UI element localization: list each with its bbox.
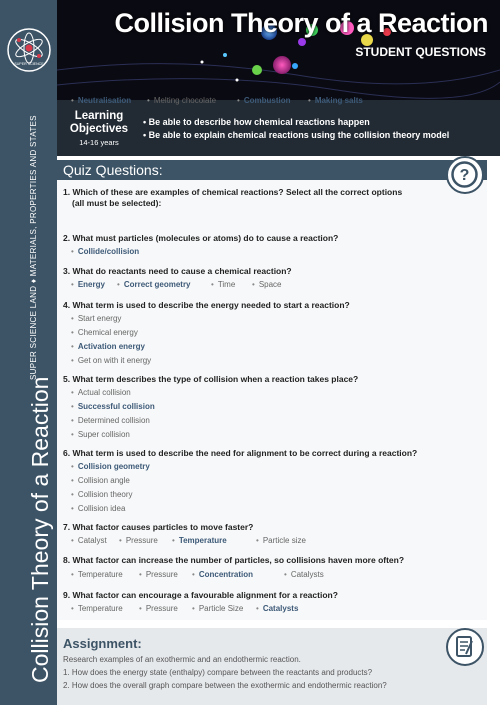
correct-answer: • Successful collision (71, 402, 155, 411)
question-text (63, 374, 358, 385)
answer-option: • Particle size (256, 536, 306, 545)
correct-answer: • Collision geometry (71, 462, 150, 471)
assignment-line: Research examples of an exothermic and an endothermic reaction. (63, 655, 301, 664)
assignment-line: 2. How does the overall graph compare between the exothermic and endothermic reaction? (63, 681, 387, 690)
question-mark-icon (446, 156, 484, 194)
quiz-heading: Quiz Questions: (63, 162, 163, 178)
answer-option: • Actual collision (71, 388, 131, 397)
question-text (63, 266, 292, 277)
answer-option: • Collision angle (71, 476, 130, 485)
correct-answer: • Making salts (308, 96, 363, 105)
sidebar-title: Collision Theory of a Reaction (27, 376, 53, 683)
age-range: 14-16 years (79, 138, 119, 147)
quiz-heading-bar (57, 160, 487, 180)
correct-answer: • Combustion (237, 96, 290, 105)
series-label: SUPER SCIENCE LAND ♦ MATERIALS, PROPERTIES AND STATES (29, 115, 38, 380)
question-text (63, 522, 253, 533)
question-line: 7. What factor causes particles to move faster? (63, 522, 254, 532)
question-text (63, 555, 404, 566)
question-text (63, 590, 338, 601)
answer-option: • Melting chocolate (147, 96, 216, 105)
question-line: 4. What term is used to describe the energy needed to start a reaction? (63, 300, 350, 310)
question-line: 8. What factor can increase the number of particles, so collisions haven more often? (63, 555, 405, 565)
objectives-label: Learning Objectives (69, 110, 129, 135)
answer-option: • Collision theory (71, 490, 133, 499)
notepad-icon (446, 628, 484, 666)
sidebar (0, 0, 57, 705)
answer-option: • Super collision (71, 430, 130, 439)
quiz-panel (57, 180, 487, 620)
objective-item: • Be able to explain chemical reactions using the collision theory model (143, 130, 450, 140)
objectives-label-block (69, 110, 129, 147)
answer-option: • Determined collision (71, 416, 150, 425)
question-line: 1. Which of these are examples of chemical reactions? Select all the correct options (63, 187, 403, 197)
logo-text: SUPER SCIENCE (14, 62, 44, 66)
answer-option: • Temperature (71, 604, 123, 613)
assignment-line: 1. How does the energy state (enthalpy) compare between the reactants and products? (63, 668, 373, 677)
question-line: 9. What factor can encourage a favourable alignment for a reaction? (63, 590, 338, 600)
question-line: 2. What must particles (molecules or atoms) do to cause a reaction? (63, 233, 339, 243)
answer-option: • Chemical energy (71, 328, 138, 337)
question-mark-glyph: ? (459, 167, 470, 184)
correct-answer: • Energy (71, 280, 105, 289)
question-text (63, 187, 402, 209)
correct-answer: • Correct geometry (117, 280, 191, 289)
header-banner (57, 0, 500, 100)
answer-option: • Collision idea (71, 504, 125, 513)
objectives-list (143, 116, 449, 142)
assignment-heading: Assignment: (63, 636, 142, 651)
answer-option: • Space (252, 280, 282, 289)
question-text (63, 233, 338, 244)
correct-answer: • Neutralisation (71, 96, 131, 105)
super-science-logo (6, 10, 52, 90)
answer-option: • Catalysts (284, 570, 324, 579)
question-line: 3. What do reactants need to cause a chemical reaction? (63, 266, 292, 276)
question-line: 6. What term is used to describe the need for alignment to be correct during a reaction? (63, 448, 418, 458)
objective-item: • Be able to describe how chemical reactions happen (143, 117, 370, 127)
correct-answer: • Temperature (172, 536, 227, 545)
answer-option: • Get on with it energy (71, 356, 151, 365)
learning-objectives (57, 100, 500, 156)
page-subtitle: STUDENT QUESTIONS (355, 45, 486, 59)
correct-answer: • Collide/collision (71, 247, 139, 256)
page-title: Collision Theory of a Reaction (114, 8, 488, 38)
answer-option: • Catalyst (71, 536, 107, 545)
answer-option: • Temperature (71, 570, 123, 579)
correct-answer: • Concentration (192, 570, 253, 579)
answer-option: • Particle Size (192, 604, 243, 613)
answer-option: • Pressure (139, 570, 178, 579)
answer-option: • Pressure (119, 536, 158, 545)
question-text (63, 448, 417, 459)
question-line: (all must be selected): (72, 198, 162, 208)
correct-answer: • Catalysts (256, 604, 298, 613)
question-text (63, 300, 350, 311)
answer-option: • Time (211, 280, 235, 289)
answer-option: • Pressure (139, 604, 178, 613)
correct-answer: • Activation energy (71, 342, 145, 351)
answer-option: • Start energy (71, 314, 121, 323)
question-line: 5. What term describes the type of collision when a reaction takes place? (63, 374, 359, 384)
